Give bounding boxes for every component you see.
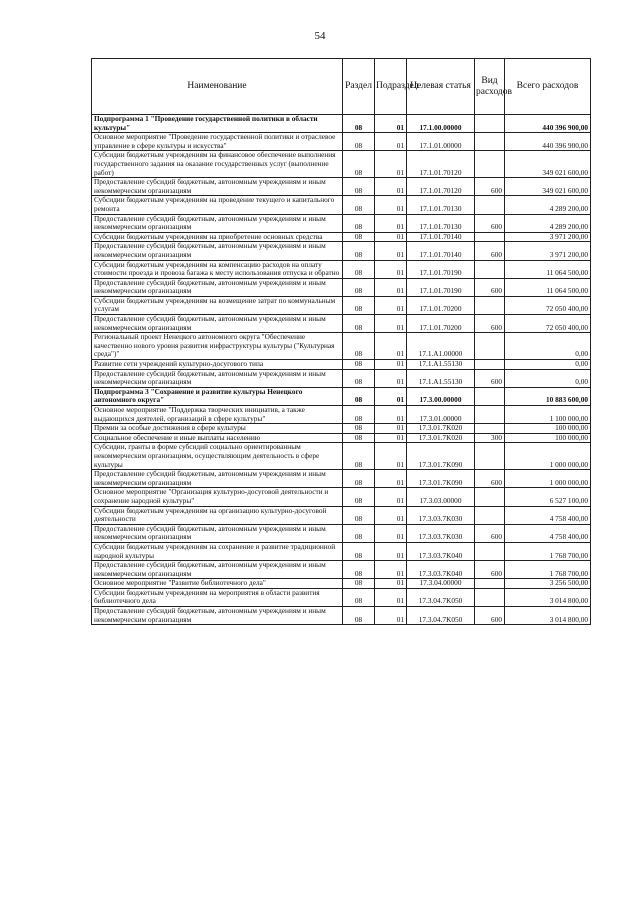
row-section: 08 bbox=[343, 133, 375, 151]
row-expense-type: 600 bbox=[475, 524, 505, 542]
row-section: 08 bbox=[343, 433, 375, 443]
table-row bbox=[92, 260, 591, 278]
row-total: 349 021 600,00 bbox=[505, 151, 591, 178]
row-subsection: 01 bbox=[375, 232, 407, 242]
row-subsection: 01 bbox=[375, 115, 407, 133]
row-article: 17.1.A1.55130 bbox=[407, 369, 475, 387]
row-name: Основное мероприятие "Развитие библиотечного дела" bbox=[92, 579, 343, 589]
row-name: Субсидии бюджетным учреждениям на возмещение затрат по коммунальным услугам bbox=[92, 296, 343, 314]
row-name: Предоставление субсидий бюджетным, автономным учреждениям и иным некоммерческим организациям bbox=[92, 470, 343, 488]
row-total: 100 000,00 bbox=[505, 433, 591, 443]
row-article: 17.3.01.7K020 bbox=[407, 424, 475, 434]
table-row bbox=[92, 506, 591, 524]
row-section: 08 bbox=[343, 579, 375, 589]
row-article: 17.3.03.7K030 bbox=[407, 524, 475, 542]
table-row bbox=[92, 151, 591, 178]
row-section: 08 bbox=[343, 443, 375, 470]
row-name: Развитие сети учреждений культурно-досугового типа bbox=[92, 360, 343, 370]
row-subsection: 01 bbox=[375, 214, 407, 232]
table-row bbox=[92, 588, 591, 606]
row-expense-type bbox=[475, 196, 505, 214]
row-expense-type: 600 bbox=[475, 470, 505, 488]
table-row bbox=[92, 315, 591, 333]
row-expense-type bbox=[475, 488, 505, 506]
table-row bbox=[92, 333, 591, 360]
row-expense-type: 600 bbox=[475, 607, 505, 625]
table-row bbox=[92, 296, 591, 314]
row-expense-type bbox=[475, 443, 505, 470]
row-total: 440 396 900,00 bbox=[505, 115, 591, 133]
table-row bbox=[92, 470, 591, 488]
row-article: 17.1.01.70140 bbox=[407, 242, 475, 260]
row-expense-type: 600 bbox=[475, 214, 505, 232]
row-expense-type bbox=[475, 115, 505, 133]
row-name: Предоставление субсидий бюджетным, автономным учреждениям и иным некоммерческим организациям bbox=[92, 242, 343, 260]
row-section: 08 bbox=[343, 151, 375, 178]
row-total: 0,00 bbox=[505, 360, 591, 370]
row-subsection: 01 bbox=[375, 133, 407, 151]
row-section: 08 bbox=[343, 242, 375, 260]
row-article: 17.1.01.70120 bbox=[407, 178, 475, 196]
row-total: 4 289 200,00 bbox=[505, 214, 591, 232]
row-expense-type bbox=[475, 588, 505, 606]
row-article: 17.3.01.00000 bbox=[407, 406, 475, 424]
row-section: 08 bbox=[343, 588, 375, 606]
row-subsection: 01 bbox=[375, 360, 407, 370]
row-total: 1 768 700,00 bbox=[505, 561, 591, 579]
row-name: Предоставление субсидий бюджетным, автономным учреждениям и иным некоммерческим организациям bbox=[92, 315, 343, 333]
row-subsection: 01 bbox=[375, 178, 407, 196]
row-subsection: 01 bbox=[375, 506, 407, 524]
row-article: 17.1.01.70190 bbox=[407, 278, 475, 296]
row-total: 10 883 600,00 bbox=[505, 387, 591, 405]
row-total: 1 000 000,00 bbox=[505, 470, 591, 488]
header-name: Наименование bbox=[92, 59, 343, 115]
row-section: 08 bbox=[343, 315, 375, 333]
row-section: 08 bbox=[343, 470, 375, 488]
row-name: Предоставление субсидий бюджетным, автономным учреждениям и иным некоммерческим организациям bbox=[92, 561, 343, 579]
row-section: 08 bbox=[343, 524, 375, 542]
row-name: Субсидии бюджетным учреждениям на приобретение основных средства bbox=[92, 232, 343, 242]
row-expense-type: 600 bbox=[475, 315, 505, 333]
row-subsection: 01 bbox=[375, 607, 407, 625]
row-article: 17.1.01.70120 bbox=[407, 151, 475, 178]
row-total: 4 289 200,00 bbox=[505, 196, 591, 214]
row-article: 17.3.00.00000 bbox=[407, 387, 475, 405]
row-article: 17.1.A1.00000 bbox=[407, 333, 475, 360]
row-name: Социальное обеспечение и иные выплаты населению bbox=[92, 433, 343, 443]
row-article: 17.1.01.70130 bbox=[407, 214, 475, 232]
row-expense-type bbox=[475, 296, 505, 314]
row-section: 08 bbox=[343, 115, 375, 133]
table-row bbox=[92, 278, 591, 296]
row-name: Основное мероприятие "Поддержка творческих инициатив, а также выдающихся деятелей, организаций в сфере культуры" bbox=[92, 406, 343, 424]
row-subsection: 01 bbox=[375, 278, 407, 296]
row-subsection: 01 bbox=[375, 151, 407, 178]
row-article: 17.3.03.7K030 bbox=[407, 506, 475, 524]
row-total: 4 758 400,00 bbox=[505, 506, 591, 524]
table-row bbox=[92, 542, 591, 560]
row-name: Предоставление субсидий бюджетным, автономным учреждениям и иным некоммерческим организациям bbox=[92, 369, 343, 387]
row-expense-type bbox=[475, 360, 505, 370]
row-subsection: 01 bbox=[375, 488, 407, 506]
table-row bbox=[92, 214, 591, 232]
table-row bbox=[92, 133, 591, 151]
row-name: Субсидии, гранты в форме субсидий социально ориентированным некоммерческим организациям, осуществляющим деятельность в сфере культуры bbox=[92, 443, 343, 470]
row-name: Предоставление субсидий бюджетным, автономным учреждениям и иным некоммерческим организациям bbox=[92, 607, 343, 625]
table-row bbox=[92, 579, 591, 589]
row-expense-type: 600 bbox=[475, 178, 505, 196]
row-article: 17.3.03.7K040 bbox=[407, 542, 475, 560]
row-article: 17.1.01.70140 bbox=[407, 232, 475, 242]
table-row bbox=[92, 488, 591, 506]
row-total: 3 971 200,00 bbox=[505, 242, 591, 260]
table-row bbox=[92, 607, 591, 625]
row-article: 17.3.03.7K040 bbox=[407, 561, 475, 579]
row-subsection: 01 bbox=[375, 561, 407, 579]
row-subsection: 01 bbox=[375, 369, 407, 387]
row-article: 17.1.01.00000 bbox=[407, 133, 475, 151]
table-row bbox=[92, 115, 591, 133]
row-section: 08 bbox=[343, 214, 375, 232]
table-row bbox=[92, 242, 591, 260]
row-total: 4 758 400,00 bbox=[505, 524, 591, 542]
row-name: Субсидии бюджетным учреждениям на компенсацию расходов на оплату стоимости проезда и провоза багажа к месту использования отпуска и обратно bbox=[92, 260, 343, 278]
row-section: 08 bbox=[343, 369, 375, 387]
row-expense-type bbox=[475, 506, 505, 524]
row-section: 08 bbox=[343, 561, 375, 579]
row-article: 17.1.01.70190 bbox=[407, 260, 475, 278]
row-subsection: 01 bbox=[375, 387, 407, 405]
table-row bbox=[92, 387, 591, 405]
row-total: 11 064 500,00 bbox=[505, 278, 591, 296]
row-subsection: 01 bbox=[375, 260, 407, 278]
row-name: Предоставление субсидий бюджетным, автономным учреждениям и иным некоммерческим организациям bbox=[92, 214, 343, 232]
row-total: 3 014 800,00 bbox=[505, 607, 591, 625]
row-subsection: 01 bbox=[375, 406, 407, 424]
row-section: 08 bbox=[343, 542, 375, 560]
row-section: 08 bbox=[343, 333, 375, 360]
row-total: 1 100 000,00 bbox=[505, 406, 591, 424]
row-total: 3 971 200,00 bbox=[505, 232, 591, 242]
row-subsection: 01 bbox=[375, 242, 407, 260]
row-total: 1 768 700,00 bbox=[505, 542, 591, 560]
row-total: 72 050 400,00 bbox=[505, 315, 591, 333]
page-number: 54 bbox=[314, 30, 326, 42]
table-row bbox=[92, 178, 591, 196]
row-section: 08 bbox=[343, 360, 375, 370]
row-article: 17.3.01.7K020 bbox=[407, 433, 475, 443]
row-subsection: 01 bbox=[375, 315, 407, 333]
row-name: Подпрограмма 1 "Проведение государственной политики в области культуры" bbox=[92, 115, 343, 133]
row-section: 08 bbox=[343, 424, 375, 434]
row-expense-type bbox=[475, 133, 505, 151]
row-total: 6 527 100,00 bbox=[505, 488, 591, 506]
row-name: Субсидии бюджетным учреждениям на проведение текущего и капитального ремонта bbox=[92, 196, 343, 214]
row-article: 17.3.03.00000 bbox=[407, 488, 475, 506]
row-article: 17.1.00.00000 bbox=[407, 115, 475, 133]
header-subsection: Подраздел bbox=[375, 59, 407, 115]
row-expense-type bbox=[475, 260, 505, 278]
row-subsection: 01 bbox=[375, 588, 407, 606]
row-expense-type bbox=[475, 333, 505, 360]
row-article: 17.1.01.70130 bbox=[407, 196, 475, 214]
row-article: 17.1.01.70200 bbox=[407, 315, 475, 333]
row-name: Основное мероприятие "Организация культурно-досуговой деятельности и сохранение народной культуры" bbox=[92, 488, 343, 506]
row-subsection: 01 bbox=[375, 524, 407, 542]
row-expense-type bbox=[475, 542, 505, 560]
row-expense-type bbox=[475, 387, 505, 405]
header-total: Всего расходов bbox=[505, 59, 591, 115]
row-expense-type: 600 bbox=[475, 278, 505, 296]
row-subsection: 01 bbox=[375, 542, 407, 560]
row-article: 17.3.04.7K050 bbox=[407, 588, 475, 606]
row-expense-type bbox=[475, 151, 505, 178]
row-section: 08 bbox=[343, 178, 375, 196]
row-article: 17.1.01.70200 bbox=[407, 296, 475, 314]
row-subsection: 01 bbox=[375, 333, 407, 360]
row-section: 08 bbox=[343, 296, 375, 314]
row-total: 0,00 bbox=[505, 369, 591, 387]
row-expense-type: 600 bbox=[475, 561, 505, 579]
row-expense-type: 600 bbox=[475, 242, 505, 260]
table-row bbox=[92, 406, 591, 424]
row-article: 17.3.01.7K090 bbox=[407, 443, 475, 470]
row-name: Субсидии бюджетным учреждениям на финансовое обеспечение выполнения государственного задания на оказание государственных услуг (выполнение работ) bbox=[92, 151, 343, 178]
row-section: 08 bbox=[343, 387, 375, 405]
row-total: 0,00 bbox=[505, 333, 591, 360]
row-name: Субсидии бюджетным учреждениям на организацию культурно-досуговой деятельности bbox=[92, 506, 343, 524]
row-article: 17.1.A1.55130 bbox=[407, 360, 475, 370]
row-total: 72 050 400,00 bbox=[505, 296, 591, 314]
row-total: 349 021 600,00 bbox=[505, 178, 591, 196]
table-body bbox=[92, 115, 591, 625]
row-name: Предоставление субсидий бюджетным, автономным учреждениям и иным некоммерческим организациям bbox=[92, 278, 343, 296]
table-row bbox=[92, 424, 591, 434]
table-row bbox=[92, 524, 591, 542]
row-total: 100 000,00 bbox=[505, 424, 591, 434]
row-section: 08 bbox=[343, 260, 375, 278]
table-row bbox=[92, 360, 591, 370]
header-section: Раздел bbox=[343, 59, 375, 115]
row-subsection: 01 bbox=[375, 470, 407, 488]
row-section: 08 bbox=[343, 196, 375, 214]
budget-table bbox=[91, 58, 591, 625]
row-name: Субсидии бюджетным учреждениям на мероприятия в области развития библиотечного дела bbox=[92, 588, 343, 606]
row-name: Основное мероприятие "Проведение государственной политики и отраслевое управление в сфере культуры и искусства" bbox=[92, 133, 343, 151]
table-row bbox=[92, 443, 591, 470]
row-section: 08 bbox=[343, 278, 375, 296]
row-article: 17.3.01.7K090 bbox=[407, 470, 475, 488]
row-subsection: 01 bbox=[375, 424, 407, 434]
row-total: 1 000 000,00 bbox=[505, 443, 591, 470]
table-row bbox=[92, 561, 591, 579]
row-subsection: 01 bbox=[375, 433, 407, 443]
row-expense-type bbox=[475, 424, 505, 434]
row-subsection: 01 bbox=[375, 196, 407, 214]
row-total: 3 256 500,00 bbox=[505, 579, 591, 589]
row-expense-type bbox=[475, 406, 505, 424]
row-expense-type bbox=[475, 232, 505, 242]
row-article: 17.3.04.7K050 bbox=[407, 607, 475, 625]
row-subsection: 01 bbox=[375, 579, 407, 589]
row-subsection: 01 bbox=[375, 443, 407, 470]
row-name: Региональный проект Ненецкого автономного округа "Обеспечение качественно нового уровня развития инфраструктуры культуры ("Культурная среда")" bbox=[92, 333, 343, 360]
row-total: 440 396 900,00 bbox=[505, 133, 591, 151]
table-header-row bbox=[92, 59, 591, 115]
row-name: Субсидии бюджетным учреждениям на сохранение и развитие традиционной народной культуры bbox=[92, 542, 343, 560]
row-section: 08 bbox=[343, 232, 375, 242]
table-row bbox=[92, 196, 591, 214]
row-name: Подпрограмма 3 "Сохранение и развитие культуры Ненецкого автономного округа" bbox=[92, 387, 343, 405]
row-total: 3 014 800,00 bbox=[505, 588, 591, 606]
row-section: 08 bbox=[343, 406, 375, 424]
row-name: Премии за особые достижения в сфере культуры bbox=[92, 424, 343, 434]
row-section: 08 bbox=[343, 506, 375, 524]
row-total: 11 064 500,00 bbox=[505, 260, 591, 278]
row-section: 08 bbox=[343, 488, 375, 506]
row-section: 08 bbox=[343, 607, 375, 625]
row-name: Предоставление субсидий бюджетным, автономным учреждениям и иным некоммерческим организациям bbox=[92, 178, 343, 196]
header-expense-type: Вид расходов bbox=[475, 59, 505, 115]
row-subsection: 01 bbox=[375, 296, 407, 314]
row-article: 17.3.04.00000 bbox=[407, 579, 475, 589]
row-expense-type bbox=[475, 579, 505, 589]
header-article: Целевая статья bbox=[407, 59, 475, 115]
row-expense-type: 600 bbox=[475, 369, 505, 387]
row-name: Предоставление субсидий бюджетным, автономным учреждениям и иным некоммерческим организациям bbox=[92, 524, 343, 542]
table-row bbox=[92, 369, 591, 387]
row-expense-type: 300 bbox=[475, 433, 505, 443]
